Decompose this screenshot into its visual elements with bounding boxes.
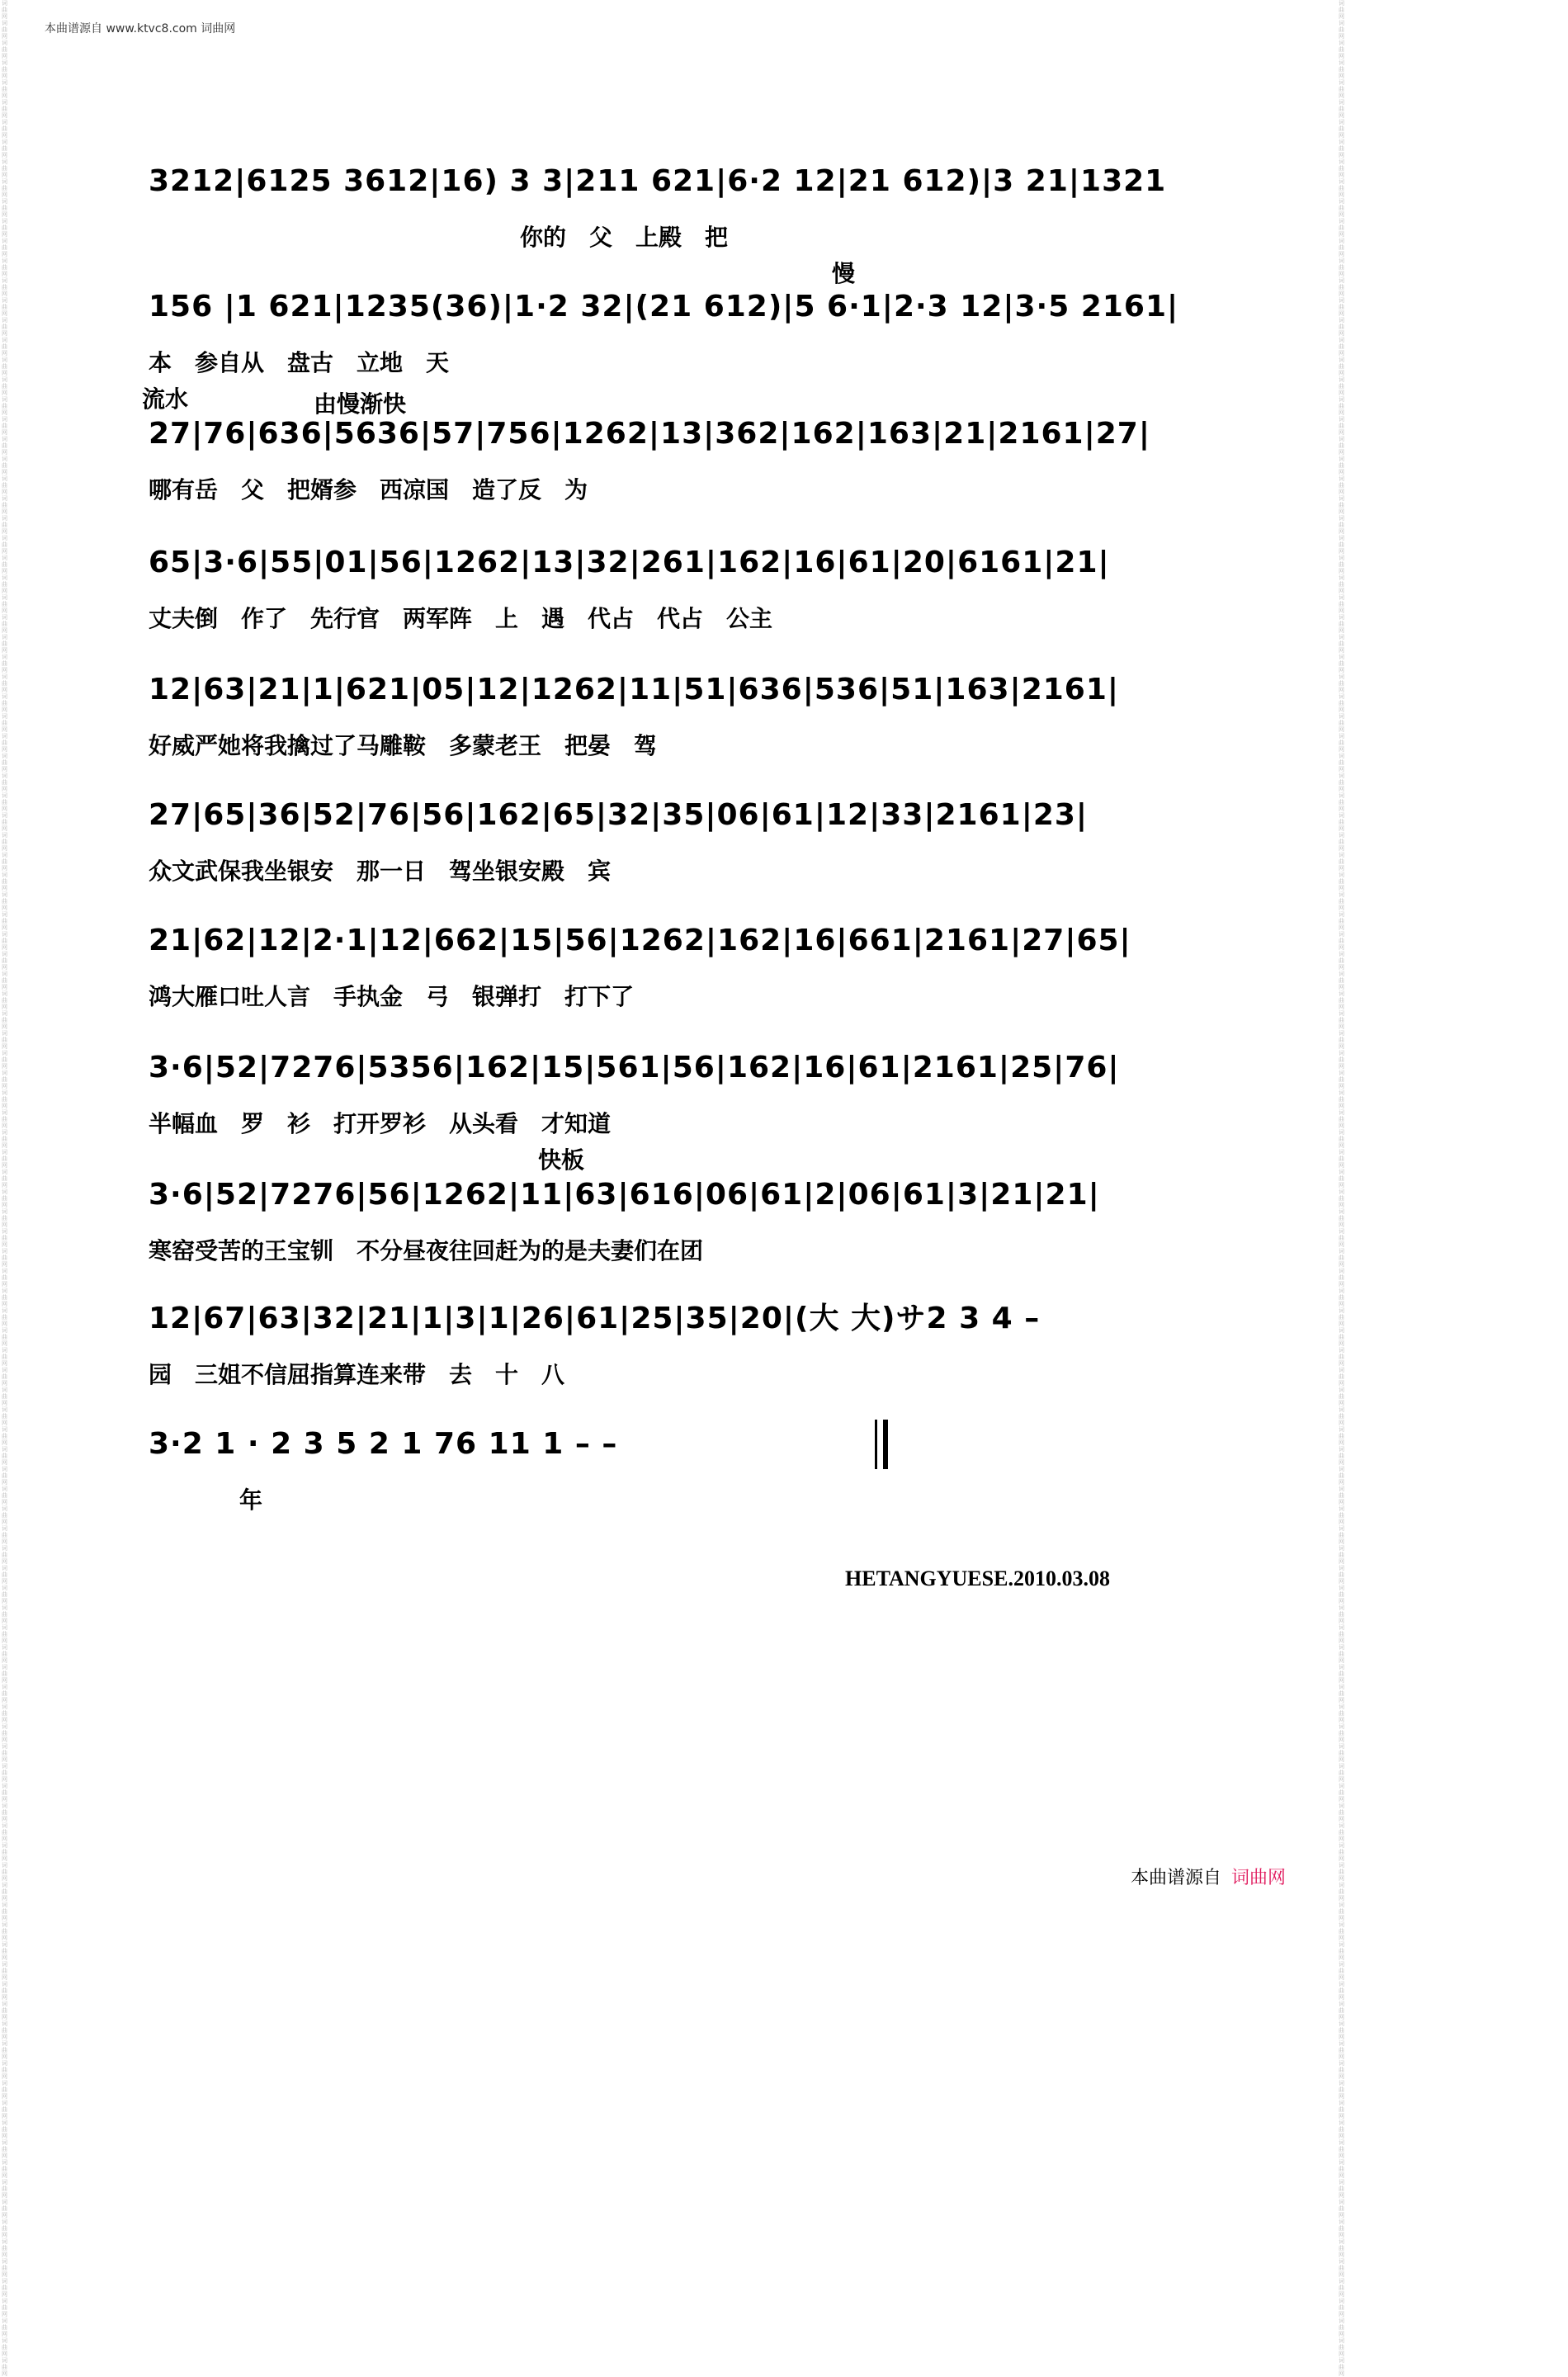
notation: 3·6|52|7276|5356|162|15|561|56|162|16|61|2161|25|76| xyxy=(149,1051,1120,1085)
final-barline xyxy=(875,1420,877,1469)
tempo-mark: 流水 xyxy=(142,385,189,413)
notation: 65|3·6|55|01|56|1262|13|32|261|162|16|61|20|6161|21| xyxy=(149,546,1110,579)
lyrics: 半幅血 罗 衫 打开罗衫 从头看 才知道 xyxy=(149,1110,612,1137)
lyrics: 你的 父 上殿 把 xyxy=(520,224,729,251)
signature: HETANGYUESE.2010.03.08 xyxy=(845,1567,1110,1590)
side-watermark-right: 词曲网 词曲网 词曲网 词曲网 词曲网 词曲网 词曲网 词曲网 词曲网 词曲网 词曲网 词曲网 词曲网 词曲网 词曲网 词曲网 词曲网 词曲网 词曲网 词曲网 词曲网 词曲网 词曲网 词曲网 词曲网 词曲网 词曲网 词曲网 词曲网 词曲网 词曲网 词曲网 词曲网 词曲网 词曲网 词曲网 词曲网 词曲网 词曲网 词曲网 词曲网 词曲网 词曲网 词曲网 词曲网 词曲网 词曲网 词曲网 词曲网 词曲网 词曲网 词曲网 词曲网 词曲网 词曲网 词曲网 词曲网 词曲网 词曲网 词曲网 词曲网 词曲网 词曲网 词曲网 词曲网 词曲网 词曲网 词曲网 词曲网 词曲网 词曲网 词曲网 词曲网 词曲网 词曲网 词曲网 词曲网 词曲网 词曲网 词曲网 词曲网 词曲网 词曲网 词曲网 词曲网 词曲网 词曲网 词曲网 词曲网 词曲网 词曲网 词曲网 词曲网 词曲网 词曲网 词曲网 词曲网 词曲网 词曲网 词曲网 词曲网 词曲网 词曲网 词曲网 词曲网 词曲网 词曲网 词曲网 词曲网 词曲网 词曲网 词曲网 词曲网 词曲网 词曲网 词曲网 词曲网 词曲网 词曲网 词曲网 xyxy=(1339,0,1347,2377)
tempo-mark-secondary: 由慢渐快 xyxy=(314,390,407,418)
tempo-mark: 慢 xyxy=(832,260,856,287)
notation: 3·6|52|7276|56|1262|11|63|616|06|61|2|06|61|3|21|21| xyxy=(149,1178,1100,1212)
tempo-mark: 快板 xyxy=(538,1146,585,1174)
notation: 12|63|21|1|621|05|12|1262|11|51|636|536|51|163|2161| xyxy=(149,673,1120,706)
footer-brand-link[interactable]: 词曲网 xyxy=(1231,1868,1287,1888)
footer-brand-text: 本曲谱源自 xyxy=(1131,1868,1222,1888)
header-site-credit: 本曲谱源自 www.ktvc8.com 词曲网 xyxy=(45,22,236,35)
lyrics: 寒窑受苦的王宝钏 不分昼夜往回赶为的是夫妻们在团 xyxy=(149,1237,704,1264)
notation: 156 |1 621|1235(36)|1·2 32|(21 612)|5 6·1|2·3 12|3·5 2161| xyxy=(149,290,1179,324)
notation: 21|62|12|2·1|12|662|15|56|1262|162|16|661|2161|27|65| xyxy=(149,924,1131,957)
lyrics: 众文武保我坐银安 那一日 驾坐银安殿 宾 xyxy=(149,858,612,885)
notation: 27|76|636|5636|57|756|1262|13|362|162|163|21|2161|27| xyxy=(149,417,1150,451)
lyrics: 哪有岳 父 把婿参 西凉国 造了反 为 xyxy=(149,476,588,503)
footer-brand xyxy=(1131,1864,1286,1889)
lyrics: 年 xyxy=(239,1486,263,1514)
lyrics: 好威严她将我擒过了马雕鞍 多蒙老王 把晏 驾 xyxy=(149,732,658,759)
lyrics: 本 参自从 盘古 立地 天 xyxy=(149,349,450,376)
lyrics: 鸿大雁口吐人言 手执金 弓 银弹打 打下了 xyxy=(149,983,635,1010)
notation: 27|65|36|52|76|56|162|65|32|35|06|61|12|33|2161|23| xyxy=(149,798,1089,832)
notation: 12|67|63|32|21|1|3|1|26|61|25|35|20|(大 大)サ2 3 4 – xyxy=(149,1302,1041,1335)
side-watermark-left: 词曲网 词曲网 词曲网 词曲网 词曲网 词曲网 词曲网 词曲网 词曲网 词曲网 词曲网 词曲网 词曲网 词曲网 词曲网 词曲网 词曲网 词曲网 词曲网 词曲网 词曲网 词曲网 词曲网 词曲网 词曲网 词曲网 词曲网 词曲网 词曲网 词曲网 词曲网 词曲网 词曲网 词曲网 词曲网 词曲网 词曲网 词曲网 词曲网 词曲网 词曲网 词曲网 词曲网 词曲网 词曲网 词曲网 词曲网 词曲网 词曲网 词曲网 词曲网 词曲网 词曲网 词曲网 词曲网 词曲网 词曲网 词曲网 词曲网 词曲网 词曲网 词曲网 词曲网 词曲网 词曲网 词曲网 词曲网 词曲网 词曲网 词曲网 词曲网 词曲网 词曲网 词曲网 词曲网 词曲网 词曲网 词曲网 词曲网 词曲网 词曲网 词曲网 词曲网 词曲网 词曲网 词曲网 词曲网 词曲网 词曲网 词曲网 词曲网 词曲网 词曲网 词曲网 词曲网 词曲网 词曲网 词曲网 词曲网 词曲网 词曲网 词曲网 词曲网 词曲网 词曲网 词曲网 词曲网 词曲网 词曲网 词曲网 词曲网 词曲网 词曲网 词曲网 词曲网 词曲网 词曲网 词曲网 词曲网 词曲网 xyxy=(2,0,10,2377)
lyrics: 园 三姐不信屈指算连来带 去 十 八 xyxy=(149,1361,565,1388)
notation: 3212|6125 3612|16) 3 3|211 621|6·2 12|21 612)|3 21|1321 xyxy=(149,164,1167,198)
final-barline-thick xyxy=(883,1420,888,1469)
lyrics: 丈夫倒 作了 先行官 两军阵 上 遇 代占 代占 公主 xyxy=(149,605,773,632)
notation: 3·2 1 · 2 3 5 2 1 76 11 1 – – xyxy=(149,1427,618,1461)
